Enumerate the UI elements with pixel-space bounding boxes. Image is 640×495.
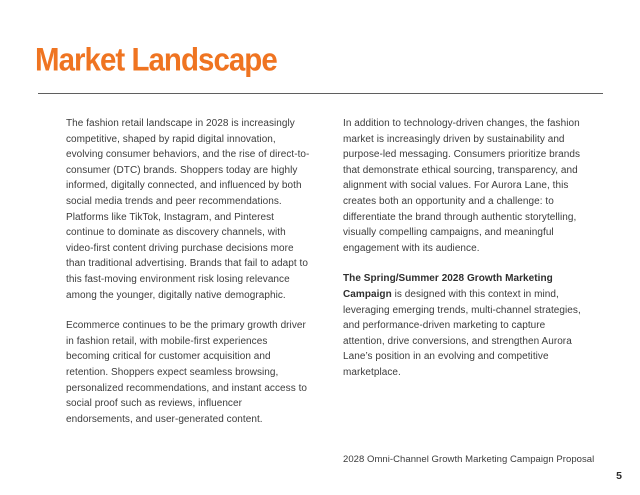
right-paragraph-2 (343, 271, 588, 380)
footer-proposal-label: 2028 Omni-Channel Growth Marketing Campaign Proposal (343, 454, 595, 465)
body-columns (66, 116, 588, 442)
right-paragraph-2-text: is designed with this context in mind, leveraging emerging trends, multi-channel strategies, and performance-driven marketing to capture attention, drive conversions, and strengthen Aurora Lane’s position in an evolving and competitive marketplace. (343, 288, 581, 378)
campaign-name-bold: The Spring/Summer 2028 Growth Marketing Campaign (343, 273, 553, 300)
left-paragraph-2: Ecommerce continues to be the primary growth driver in fashion retail, with mobile-first experiences becoming critical for customer acquisition and retention. Shoppers expect seamless browsing, personalized recommendations, and instant access to social proof such as reviews, influencer endorsements, and user-generated content. (66, 320, 308, 425)
left-paragraph-1: The fashion retail landscape in 2028 is increasingly competitive, shaped by rapid digital innovation, evolving consumer behaviors, and the rise of direct-to-consumer (DTC) brands. Shoppers today are highly informed, digitally connected, and influenced by both social media trends and peer recommendations. Platforms like TikTok, Instagram, and Pinterest continue to dominate as discovery channels, with video-first content driving purchase decisions more than traditional advertising. Brands that fail to adapt to this fast-moving environment risk losing relevance among the younger, digitally native demographic. (66, 118, 310, 301)
title-divider (38, 93, 603, 94)
left-column (66, 116, 311, 442)
page-title: Market Landscape (35, 41, 277, 79)
right-paragraph-1: In addition to technology-driven changes, the fashion market is increasingly driven by sustainability and purpose-led messaging. Consumers prioritize brands that demonstrate ethical sourcing, transparency, and alignment with social values. For Aurora Lane, this creates both an opportunity and a challenge: to differentiate the brand through authentic storytelling, visually compelling campaigns, and meaningful engagement with its audience. (343, 118, 581, 254)
right-column (343, 116, 588, 442)
page-number: 5 (616, 470, 622, 482)
